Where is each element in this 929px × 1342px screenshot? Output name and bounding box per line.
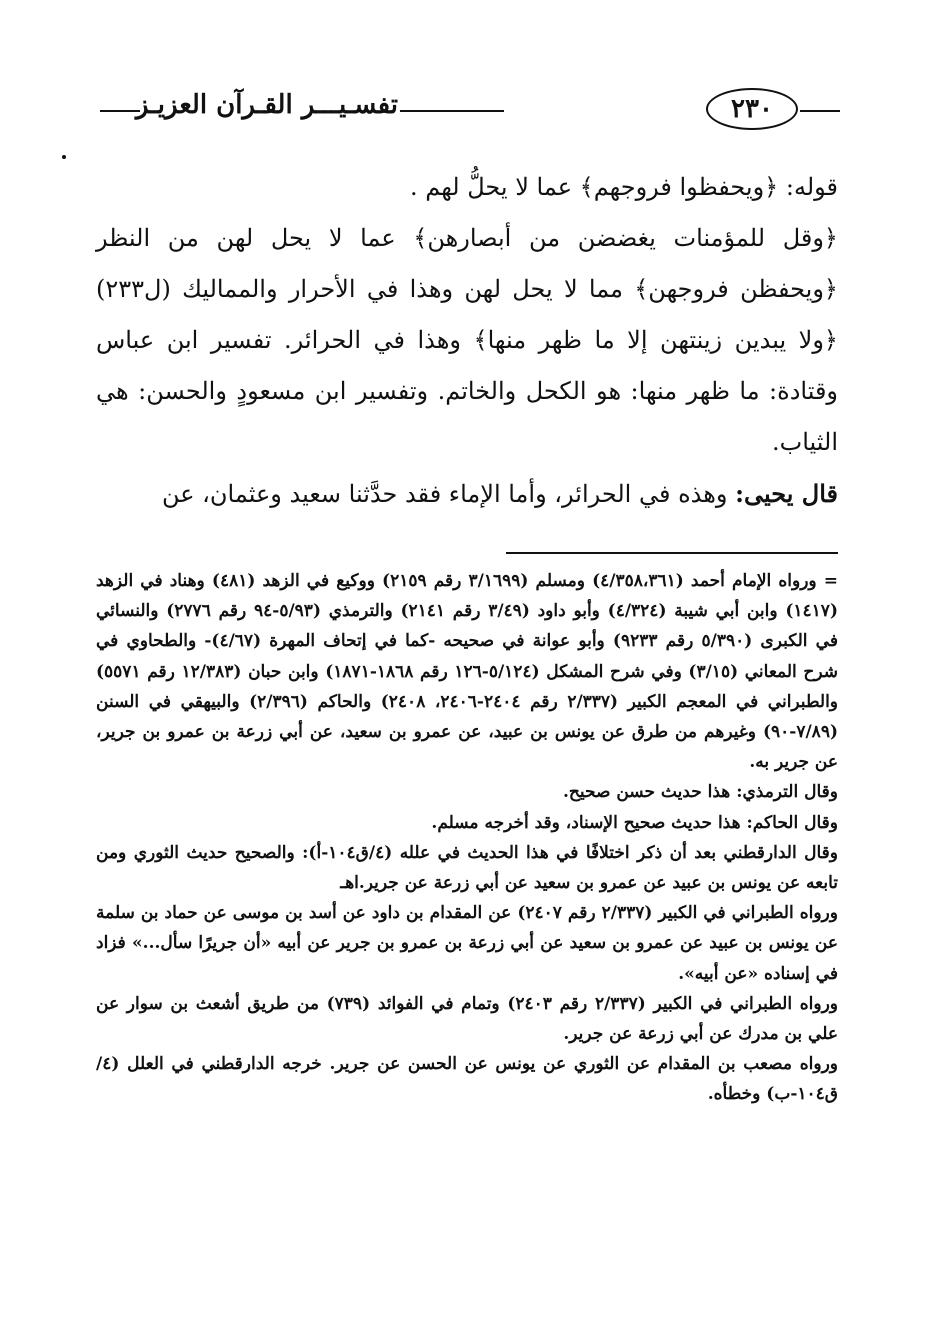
header-rule-left bbox=[100, 110, 140, 112]
footnote-paragraph: وقال الدارقطني بعد أن ذكر اختلافًا في هذا الحديث في علله (٤/ق١٠٤-أ): والصحيح حديث الثوري ومن تابعه عن يونس بن عبيد عن عمرو بن سعيد عن أبي زرعة عن جرير.اهـ bbox=[96, 842, 838, 894]
footnote-paragraph: وقال الترمذي: هذا حديث حسن صحيح. bbox=[563, 782, 838, 803]
header-rule-middle bbox=[400, 110, 504, 112]
speaker-label: قال يحيى: bbox=[735, 479, 838, 508]
footnotes bbox=[96, 566, 838, 1110]
footnote-paragraph: = ورواه الإمام أحمد (٤/٣٥٨،٣٦١) ومسلم (٣/١٦٩٩ رقم ٢١٥٩) ووكيع في الزهد (٤٨١) وهناد في الزهد (١٤١٧) وابن أبي شيبة (٤/٣٢٤) وأبو داود (٣/٤٩ رقم ٢١٤١) والترمذي (٥/٩٣-٩٤ رقم ٢٧٧٦) والنسائي في الكبرى (٥/٣٩٠ رقم ٩٢٣٣) وأبو عوانة في صحيحه -كما في إتحاف المهرة (٤/٦٧)- والطحاوي في شرح المعاني (٣/١٥) وفي شرح المشكل (٥/١٢٤-١٢٦ رقم ١٨٦٨-١٨٧١) وابن حبان (١٢/٣٨٣ رقم ٥٥٧١) والطبراني في المعجم الكبير (٢/٣٣٧ رقم ٢٤٠٤-٢٤٠٦، ٢٤٠٨) والحاكم (٢/٣٩٦) والبيهقي في السنن (٧/٨٩-٩٠) وغيرهم من طرق عن يونس بن عبيد، عن عمرو بن سعيد، عن أبي زرعة بن عمرو بن جرير، عن جرير به. bbox=[96, 571, 839, 773]
header-rule-right bbox=[800, 110, 840, 112]
footnote-paragraph: وقال الحاكم: هذا حديث صحيح الإسناد، وقد أخرجه مسلم. bbox=[431, 812, 838, 833]
footnote-paragraph: ورواه الطبراني في الكبير (٢/٣٣٧ رقم ٢٤٠٣) وتمام في الفوائد (٧٣٩) من طريق أشعث بن سوار عن علي بن مدرك عن أبي زرعة عن جرير. bbox=[96, 993, 838, 1045]
stray-dot-mark bbox=[62, 155, 66, 159]
speaker-text: وهذه في الحرائر، وأما الإماء فقد حدَّثنا سعيد وعثمان، عن bbox=[161, 480, 736, 508]
main-text bbox=[96, 162, 838, 520]
main-paragraph: قوله: ﴿ويحفظوا فروجهم﴾ عما لا يحلُّ لهم . bbox=[409, 173, 838, 201]
footnote-separator bbox=[506, 552, 838, 554]
main-paragraph-last bbox=[96, 468, 838, 520]
main-paragraph: ﴿وقل للمؤمنات يغضضن من أبصارهن﴾ عما لا يحل لهن من النظر ﴿ويحفظن فروجهن﴾ مما لا يحل لهن وهذا في الأحرار والمماليك (ل٢٣٣) ﴿ولا يبدين زينتهن إلا ما ظهر منها﴾ وهذا في الحرائر. تفسير ابن عباس وقتادة: ما ظهر منها: هو الكحل والخاتم. وتفسير ابن مسعودٍ والحسن: هي الثياب. bbox=[96, 224, 839, 456]
page-number: ٢٣٠ bbox=[706, 88, 798, 130]
header-title: تفسـيـــر القـرآن العزيـز bbox=[135, 90, 398, 120]
running-header bbox=[100, 86, 840, 136]
footnote-paragraph: ورواه الطبراني في الكبير (٢/٣٣٧ رقم ٢٤٠٧) عن المقدام بن داود عن أسد بن موسى عن حماد بن سلمة عن يونس بن عبيد عن عمرو بن سعيد عن أبي زرعة بن عمرو بن جرير عن أبيه «أن جريرًا سأل...» فزاد في إسناده «عن أبيه». bbox=[96, 903, 838, 984]
footnote-paragraph: ورواه مصعب بن المقدام عن الثوري عن يونس عن الحسن عن جرير. خرجه الدارقطني في العلل (٤/ق١٠٤-ب) وخطأه. bbox=[96, 1054, 838, 1105]
